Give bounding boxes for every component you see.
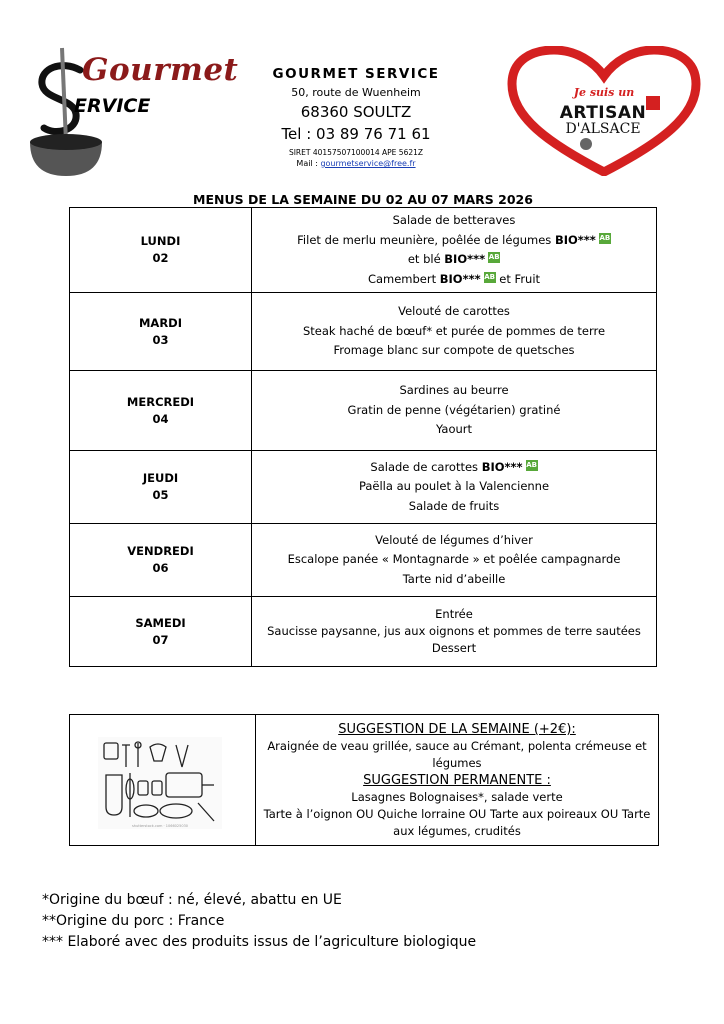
dish-text: et blé	[407, 252, 441, 266]
dish-line: Tarte nid d’abeille	[402, 571, 506, 586]
day-name: MARDI	[138, 315, 183, 330]
dish-line: Entrée	[435, 607, 473, 621]
dish-line	[252, 270, 656, 290]
day-number: 03	[152, 332, 169, 347]
logo-gourmet-text: Gourmet	[82, 52, 239, 88]
company-info	[246, 66, 466, 168]
table-row	[70, 208, 657, 293]
footnote-organic: *** Elaboré avec des produits issus de l’agriculture biologique	[42, 934, 477, 950]
day-name: MERCREDI	[126, 394, 195, 409]
table-row	[70, 371, 657, 451]
logo-service-text: ERVICE	[74, 95, 151, 117]
bio-label-icon: AB	[599, 233, 611, 242]
dish-line: Escalope panée « Montagnarde » et poêlée campagnarde	[287, 552, 621, 567]
dish-line: Yaourt	[435, 422, 473, 437]
day-cell	[70, 293, 252, 371]
suggestion-box	[69, 714, 659, 846]
week-suggestion-line: légumes	[432, 756, 482, 770]
dishes-cell	[252, 451, 657, 524]
dishes-cell	[252, 371, 657, 451]
day-cell	[70, 524, 252, 597]
day-name: JEUDI	[142, 471, 179, 485]
table-row	[70, 524, 657, 597]
dish-line: Sardines au beurre	[399, 383, 509, 398]
table-row	[70, 597, 657, 667]
illustration-caption: shutterstock.com · 1066025030	[131, 824, 189, 828]
week-suggestion-title: SUGGESTION DE LA SEMAINE (+2€):	[338, 722, 576, 737]
day-name: SAMEDI	[135, 615, 186, 630]
company-name: GOURMET SERVICE	[272, 66, 440, 82]
table-row	[70, 451, 657, 524]
day-number: 05	[152, 488, 169, 502]
footnote-pork-origin: **Origine du porc : France	[42, 913, 225, 929]
bio-label-icon: AB	[526, 460, 537, 469]
mail-link[interactable]: gourmetservice@free.fr	[320, 159, 416, 168]
dish-text: Filet de merlu meunière, poêlée de légumes	[297, 232, 552, 247]
bio-tag: BIO***	[439, 271, 481, 286]
company-siret: SIRET 40157507100014 APE 5621Z	[288, 148, 424, 157]
dish-line	[252, 458, 656, 478]
badge-line2: ARTISAN	[559, 103, 647, 123]
permanent-suggestion-line: aux légumes, crudités	[393, 824, 521, 838]
day-number: 06	[152, 561, 169, 575]
dish-line: Salade de betteraves	[392, 213, 516, 227]
dishes-cell	[252, 524, 657, 597]
kitchen-utensils-illustration	[98, 737, 222, 829]
dish-line	[252, 250, 656, 270]
bio-tag: BIO***	[481, 459, 523, 474]
dish-text: Camembert	[367, 271, 437, 286]
badge-line1: Je suis un	[573, 86, 635, 99]
dishes-cell	[252, 293, 657, 371]
dish-text: et Fruit	[495, 271, 541, 286]
day-cell	[70, 371, 252, 451]
dish-line: Velouté de légumes d’hiver	[375, 532, 533, 547]
dish-line: Dessert	[431, 641, 477, 655]
company-city: 68360 SOULTZ	[300, 103, 412, 121]
dish-line: Paëlla au poulet à la Valencienne	[358, 479, 550, 494]
day-cell	[70, 451, 252, 524]
dish-line: Fromage blanc sur compote de quetsches	[333, 343, 575, 358]
dish-line: Steak haché de bœuf* et purée de pommes de terre	[302, 323, 606, 338]
day-number: 07	[152, 632, 169, 647]
day-name: VENDREDI	[127, 544, 194, 558]
weekly-menu-table	[69, 207, 657, 667]
menu-title: MENUS DE LA SEMAINE DU 02 AU 07 MARS 2026	[193, 192, 533, 207]
bio-label-icon: AB	[484, 272, 496, 281]
suggestion-text	[256, 715, 658, 840]
company-mail	[246, 159, 466, 168]
day-cell	[70, 597, 252, 667]
kitchen-illustration-cell	[70, 715, 256, 845]
dishes-cell	[252, 597, 657, 667]
dish-line: Gratin de penne (végétarien) gratiné	[347, 402, 561, 417]
footnote-beef-origin: *Origine du bœuf : né, élevé, abattu en UE	[42, 892, 342, 908]
company-address: 50, route de Wuenheim	[291, 86, 421, 99]
dish-line: Saucisse paysanne, jus aux oignons et pommes de terre sautées	[267, 624, 641, 638]
bio-label-icon: AB	[488, 253, 500, 261]
permanent-suggestion-line: Tarte à l’oignon OU Quiche lorraine OU Tarte aux poireaux OU Tarte	[263, 807, 651, 821]
dish-line: Velouté de carottes	[398, 304, 510, 319]
week-suggestion-line: Araignée de veau grillée, sauce au Crémant, polenta crémeuse et	[267, 739, 647, 753]
dish-line: Salade de fruits	[408, 498, 500, 513]
day-number: 02	[152, 251, 169, 265]
table-row	[70, 293, 657, 371]
dishes-cell	[252, 208, 657, 293]
company-phone: Tel : 03 89 76 71 61	[281, 125, 431, 143]
mail-label: Mail :	[296, 159, 321, 168]
dish-line	[252, 231, 656, 251]
day-number: 04	[152, 411, 169, 426]
badge-line3: D'ALSACE	[565, 121, 641, 137]
dish-text: Salade de carottes	[370, 459, 479, 474]
day-name: LUNDI	[140, 234, 181, 248]
permanent-suggestion-title: SUGGESTION PERMANENTE :	[363, 773, 551, 788]
permanent-suggestion-line: Lasagnes Bolognaises*, salade verte	[351, 790, 563, 804]
day-cell	[70, 208, 252, 293]
footnotes	[42, 890, 476, 953]
bio-tag: BIO***	[554, 232, 596, 247]
bio-tag: BIO***	[444, 252, 486, 266]
